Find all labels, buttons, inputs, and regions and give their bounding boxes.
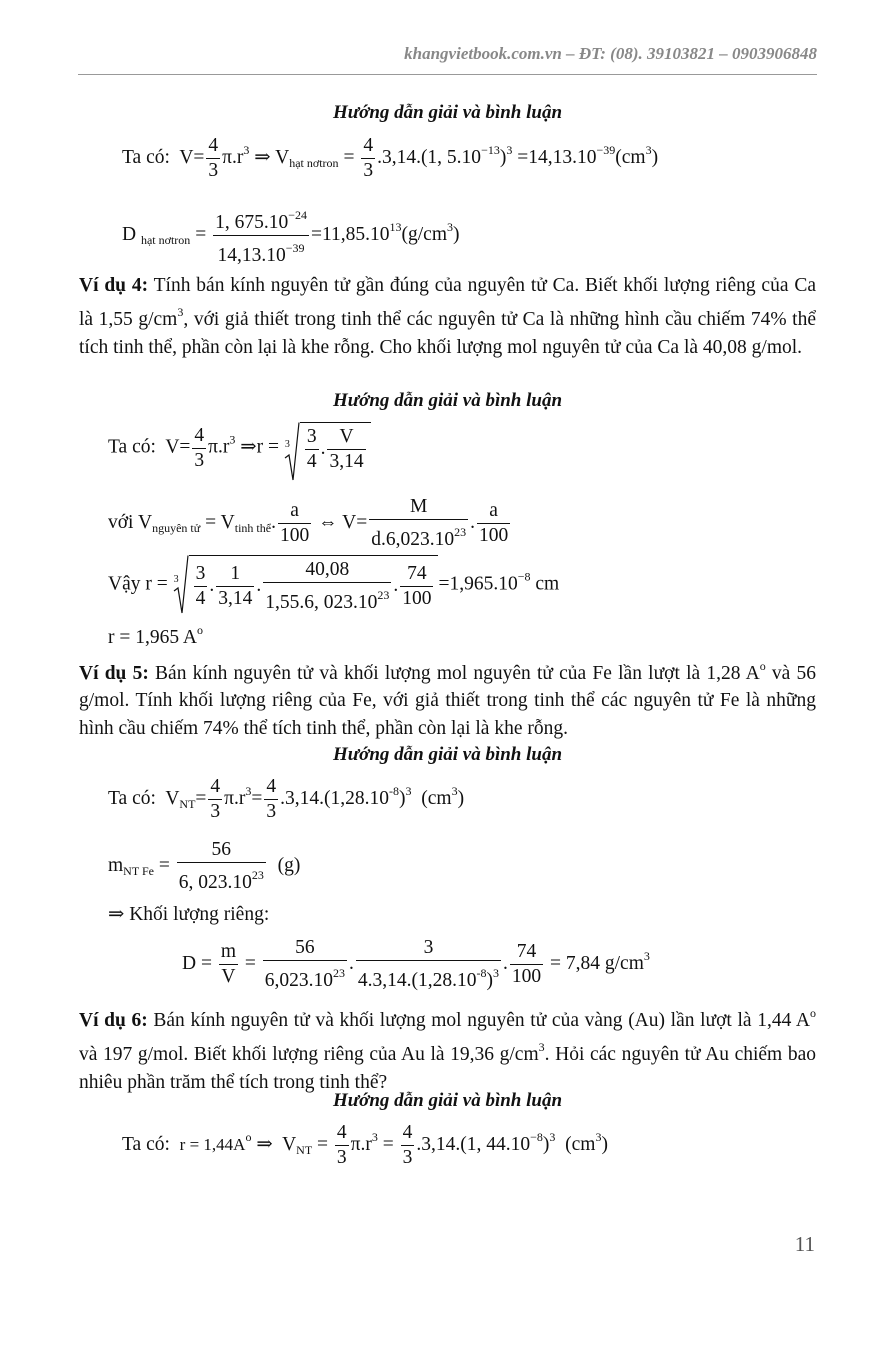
eq-text: 6, 023.10 (178, 872, 252, 893)
fraction (477, 499, 510, 548)
eq-text: Ta có: (108, 787, 156, 809)
paragraph-text: Bán kính nguyên tử và khối lượng mol nguyên tử của Fe lần lượt là 1,28 A (148, 663, 760, 684)
numerator: a (278, 499, 311, 524)
equation-volume-neutron (122, 134, 658, 183)
section-title: Hướng dẫn giải và bình luận (332, 102, 563, 123)
superscript: 3 (549, 1129, 556, 1144)
denominator (263, 961, 347, 993)
eq-text: D (182, 952, 197, 974)
eq-text: ) (399, 787, 406, 809)
eq-text: π.r (222, 146, 244, 168)
superscript: 3 (229, 432, 236, 447)
eq-text: . (470, 511, 475, 533)
numerator: 3 (305, 425, 319, 450)
superscript: o (759, 659, 766, 673)
denominator: 3 (210, 801, 221, 822)
paragraph-text: , với giả thiết trong tinh thể các nguyên tử Ca là những hình cầu chiếm 74% thể tích tinh thể, phần còn lại là khe rỗng. Cho khối lượng mol nguyên tử của Ca là 40,08 g/mol. (79, 309, 816, 358)
subscript: NT (179, 796, 196, 811)
denominator: 4 (306, 451, 317, 472)
denominator: V (221, 966, 236, 987)
fraction (327, 425, 365, 474)
eq-text: (cm (565, 1133, 596, 1155)
eq-text: 1,55.6, 023.10 (265, 592, 378, 613)
eq-text: = (158, 854, 170, 876)
cube-root (173, 555, 439, 615)
denominator (263, 583, 391, 615)
numerator: 3 (194, 562, 208, 587)
denominator (369, 520, 468, 552)
eq-text: . (271, 511, 276, 533)
eq-text: với V (108, 511, 153, 533)
eq-text: .3,14.(1, 44.10 (416, 1133, 531, 1155)
fraction (401, 1121, 415, 1170)
subscript: tinh thể (234, 520, 272, 535)
superscript: −39 (285, 241, 305, 255)
subscript: nguyên tử (152, 520, 201, 535)
fraction (213, 203, 309, 268)
superscript: 3 (595, 1129, 602, 1144)
superscript: 3 (506, 142, 513, 157)
numerator: 56 (263, 936, 347, 961)
eq-text: ⇒ Khối lượng riêng: (108, 904, 270, 925)
eq-text: (cm (421, 787, 452, 809)
example-label: Ví dụ 4: (79, 275, 149, 296)
superscript: 13 (389, 219, 402, 234)
fraction (263, 936, 347, 993)
equation-volume-relation (108, 495, 512, 552)
eq-text: Ta có: (122, 1133, 170, 1155)
eq-text: (cm (615, 146, 646, 168)
fraction (219, 940, 238, 989)
fraction (208, 775, 222, 824)
eq-text: m (108, 854, 124, 876)
header-rule (78, 74, 817, 75)
paragraph-text: và 197 g/mol. Biết khối lượng riêng của Au là 19,36 g/cm (79, 1044, 539, 1066)
superscript: -8 (476, 966, 487, 980)
numerator: 40,08 (263, 558, 391, 583)
eq-text: ) (542, 1133, 550, 1155)
eq-text: Ta có: (122, 146, 170, 168)
radical-sign (284, 422, 300, 482)
eq-text: ) (499, 146, 507, 168)
subscript: NT (296, 1142, 313, 1157)
eq-text: D (122, 223, 137, 245)
root-index: 3 (173, 574, 179, 586)
numerator: M (369, 495, 468, 520)
superscript: −8 (530, 1129, 543, 1144)
eq-text: = (193, 146, 205, 168)
eq-text: cm (530, 573, 560, 595)
example-6-paragraph (79, 1000, 816, 1096)
fraction (263, 558, 391, 615)
subscript: NT Fe (123, 863, 154, 878)
fraction (264, 775, 278, 824)
example-label: Ví dụ 6: (79, 1010, 148, 1031)
equation-density-fe (182, 936, 650, 993)
subscript: hạt nơtron (289, 155, 339, 170)
superscript: −24 (288, 208, 307, 222)
eq-text: 4.3,14.(1,28.10 (357, 970, 477, 991)
superscript: 3 (538, 1040, 545, 1055)
eq-text: = (343, 146, 355, 168)
eq-text: = 7,84 g/cm (550, 952, 644, 974)
fraction (369, 495, 468, 552)
superscript: 23 (454, 525, 467, 539)
fraction (356, 936, 501, 993)
paragraph-text: Bán kính nguyên tử và khối lượng mol nguyên tử của vàng (Au) lần lượt là 1,44 A (147, 1010, 810, 1031)
eq-text: ) (601, 1133, 608, 1155)
eq-text: V= (342, 511, 368, 533)
section-title: Hướng dẫn giải và bình luận (332, 1090, 563, 1111)
denominator: 3 (194, 449, 205, 471)
superscript: 23 (251, 868, 264, 882)
superscript: 3 (446, 219, 453, 234)
fraction (335, 1121, 349, 1170)
fraction (400, 562, 433, 611)
numerator (213, 203, 309, 236)
section-title: Hướng dẫn giải và bình luận (332, 744, 563, 765)
eq-text: = (317, 1133, 329, 1155)
denominator: 100 (402, 588, 432, 609)
eq-text: r = 1,44A (179, 1134, 246, 1154)
equation-density-neutron (122, 203, 459, 268)
superscript: 3 (177, 305, 184, 320)
page-header: khangvietbook.com.vn – ĐT: (08). 39103821 – 0903906848 (404, 44, 817, 63)
eq-text: (g/cm (401, 223, 447, 245)
fraction (361, 134, 375, 183)
eq-text: ) (651, 146, 659, 168)
eq-text: . (320, 437, 326, 459)
radicand (300, 422, 371, 474)
superscript: 3 (405, 783, 412, 798)
denominator: 100 (279, 525, 310, 546)
superscript: -8 (389, 783, 399, 798)
numerator: 1 (216, 562, 254, 587)
page-number: 11 (794, 1232, 815, 1256)
fraction (216, 562, 254, 611)
eq-text: 6,023.10 (264, 970, 334, 991)
denominator: 4 (195, 588, 206, 609)
eq-text: Ta có: (108, 436, 156, 458)
numerator: 74 (400, 562, 433, 587)
eq-text: = (382, 1133, 394, 1155)
eq-text: π.r (208, 436, 230, 458)
example-5-paragraph (79, 653, 816, 742)
denominator: 100 (478, 525, 509, 546)
numerator: 4 (192, 424, 206, 449)
implies-symbol: ⇒ (254, 146, 271, 168)
paragraph-text: . Hỏi các nguyên tử Au chiếm bao nhiêu phần trăm thể tích trong tinh thể? (79, 1044, 816, 1093)
numerator: 4 (401, 1121, 415, 1146)
eq-text: V (165, 787, 180, 809)
fraction (177, 838, 266, 895)
section-title: Hướng dẫn giải và bình luận (332, 390, 563, 411)
eq-text: ) (452, 223, 460, 245)
example-label: Ví dụ 5: (79, 663, 149, 684)
denominator: 3 (208, 160, 219, 181)
eq-text: π.r (350, 1133, 372, 1155)
superscript: 3 (243, 142, 250, 157)
superscript: o (810, 1006, 816, 1020)
eq-text: V (282, 1133, 297, 1155)
numerator: 56 (177, 838, 266, 863)
fraction (192, 424, 206, 473)
superscript: 3 (493, 966, 500, 980)
eq-text: d.6,023.10 (371, 529, 455, 550)
superscript: o (197, 623, 203, 637)
equation-volume-fe (108, 775, 464, 824)
superscript: 3 (371, 1129, 378, 1144)
equation-radius-ca (108, 422, 371, 474)
eq-text: 14,13.10 (217, 245, 286, 266)
eq-text: = (251, 787, 263, 809)
equation-volume-au (122, 1121, 608, 1170)
paragraph-text: và 56 g/mol. Tính khối lượng riêng của Fe, với giả thiết trong tinh thể các nguyên tử Fe là những hình cầu chiếm 74% thể tích tinh thể, phần còn lại là khe rỗng. (79, 663, 817, 739)
superscript: o (245, 1129, 252, 1144)
eq-text: =14,13.10 (517, 146, 597, 168)
denominator: 100 (511, 966, 542, 987)
paragraph-text: Tính bán kính nguyên tử gần đúng của nguyên tử Ca. Biết khối lượng riêng của Ca là 1,55 g/cm (79, 275, 816, 331)
denominator (356, 961, 501, 993)
superscript: 3 (643, 948, 650, 963)
numerator: m (219, 940, 238, 965)
eq-text: . (503, 952, 508, 974)
eq-text: 1, 675.10 (215, 212, 289, 233)
eq-text: .3,14.(1, 5.10 (377, 146, 482, 168)
denominator: 3 (266, 801, 277, 822)
superscript: −8 (517, 569, 531, 584)
eq-text: (g) (277, 854, 301, 876)
eq-text: = (244, 952, 256, 974)
fraction (305, 425, 319, 474)
fraction (278, 499, 311, 548)
implies-symbol: ⇒ (256, 1133, 273, 1155)
numerator: 74 (510, 940, 543, 965)
superscript: 3 (451, 783, 458, 798)
superscript: 3 (645, 142, 652, 157)
eq-text: π.r (224, 787, 246, 809)
example-4-paragraph (79, 272, 816, 361)
fraction (510, 940, 543, 989)
eq-text: Vậy r = (108, 573, 168, 595)
equation-radius-result (108, 555, 559, 615)
eq-text: .3,14.(1,28.10 (280, 787, 389, 809)
fraction (206, 134, 220, 183)
superscript: 23 (333, 966, 346, 980)
denominator: 3 (363, 160, 374, 181)
radicand: $\frac{3}{4}$ . $\frac{1}{3,14}$ . $\frac{40,08}{1,55.6, 023.10^{23}}$ . $\frac{74}{100}$ (189, 555, 439, 615)
cube-root (284, 422, 371, 474)
superscript: 23 (377, 588, 390, 602)
numerator: 4 (361, 134, 375, 159)
eq-text: V= (165, 436, 191, 458)
equation-mass-fe (108, 838, 300, 895)
eq-text: = (200, 952, 212, 974)
equivalent-symbol: ⇔ (318, 511, 338, 533)
denominator: 3 (402, 1147, 413, 1168)
eq-text: V (179, 146, 194, 168)
numerator: a (477, 499, 510, 524)
numerator: 4 (264, 775, 278, 800)
numerator: V (327, 425, 365, 450)
density-heading (108, 902, 269, 926)
denominator: 3,14 (329, 451, 364, 472)
denominator (213, 236, 309, 268)
eq-text: r = 1,965 A (108, 627, 197, 648)
denominator: 3,14 (218, 588, 253, 609)
eq-text: ⇒r = (240, 436, 279, 458)
eq-text: ) (486, 970, 494, 991)
numerator: 4 (206, 134, 220, 159)
denominator: 3 (336, 1147, 347, 1168)
eq-text: = V (200, 511, 235, 533)
eq-text: = (195, 787, 207, 809)
fraction (194, 562, 208, 611)
superscript: −39 (596, 142, 616, 157)
subscript: hạt nơtron (140, 232, 191, 247)
radius-angstrom (108, 623, 203, 649)
eq-text: =1,965.10 (438, 573, 518, 595)
superscript: 3 (245, 783, 252, 798)
eq-text: . (349, 952, 354, 974)
root-index: 3 (284, 438, 290, 450)
numerator: 4 (335, 1121, 349, 1146)
denominator (177, 863, 266, 895)
numerator: 3 (356, 936, 501, 961)
superscript: −13 (481, 142, 500, 157)
eq-text: V (275, 146, 290, 168)
eq-text: = (195, 223, 207, 245)
numerator: 4 (208, 775, 222, 800)
eq-text: =11,85.10 (310, 223, 390, 245)
eq-text: ) (457, 787, 465, 809)
